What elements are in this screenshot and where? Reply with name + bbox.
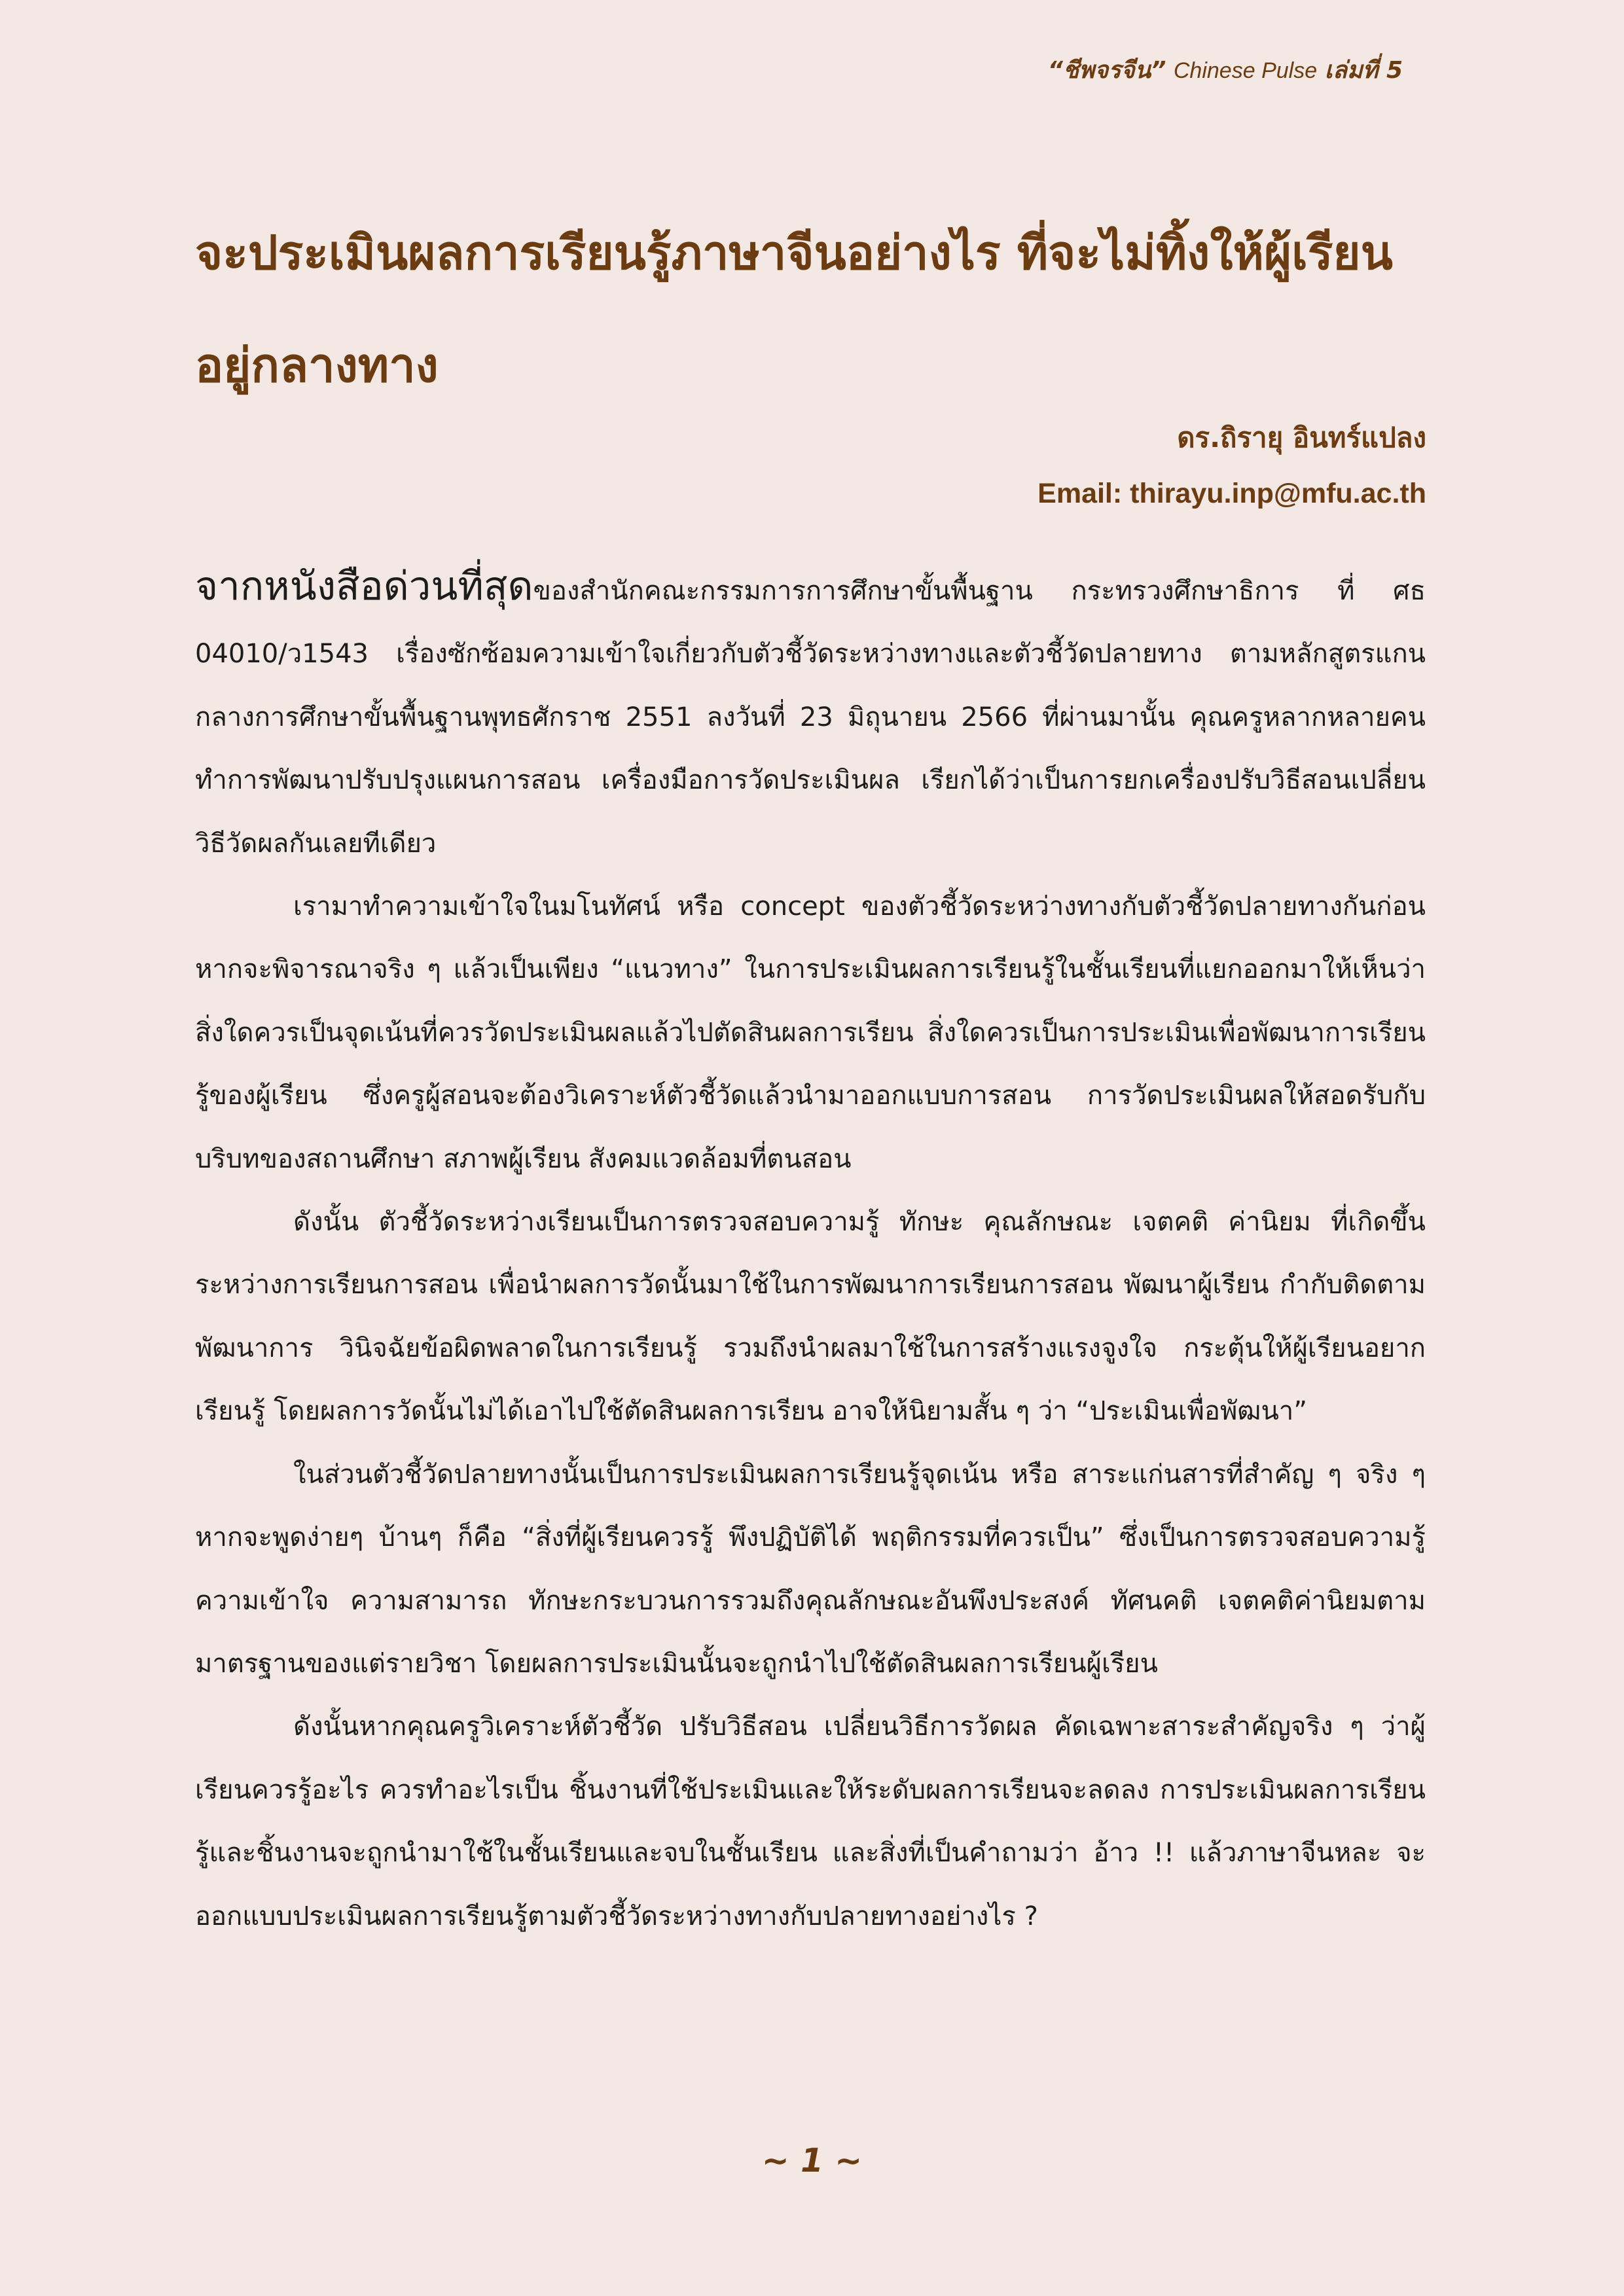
series-name-en: Chinese Pulse bbox=[1173, 58, 1318, 83]
author-email: Email: thirayu.inp@mfu.ac.th bbox=[1038, 478, 1426, 509]
paragraph-1-text: ของสำนักคณะกรรมการการศึกษาขั้นพื้นฐาน กระทรวงศึกษาธิการ ที่ ศธ 04010/ว1543 เรื่องซักซ้อมความเข้าใจเกี่ยวกับตัวชี้วัดระหว่างทางและตัวชี้วัดปลายทาง ตามหลักสูตรแกนกลางการศึกษาขั้นพื้นฐานพุทธศักราช 2551 ลงวันที่ 23 มิถุนายน 2566 ที่ผ่านมานั้น คุณครูหลากหลายคนทำการพัฒนาปรับปรุงแผนการสอน เครื่องมือการวัดประเมินผล เรียกได้ว่าเป็นการยกเครื่องปรับวิธีสอนเปลี่ยนวิธีวัดผลกันเลยทีเดียว bbox=[195, 576, 1426, 859]
lead-emphasis: จากหนังสือด่วนที่สุด bbox=[195, 564, 533, 609]
paragraph-1 bbox=[195, 555, 1426, 875]
author-name: ดร.ถิรายุ อินทร์แปลง bbox=[1177, 422, 1426, 454]
paragraph-3: ดังนั้น ตัวชี้วัดระหว่างเรียนเป็นการตรวจสอบความรู้ ทักษะ คุณลักษณะ เจตคติ ค่านิยม ที่เกิดขึ้นระหว่างการเรียนการสอน เพื่อนำผลการวัดนั้นมาใช้ในการพัฒนาการเรียนการสอน พัฒนาผู้เรียน กำกับติดตามพัฒนาการ วินิจฉัยข้อผิดพลาดในการเรียนรู้ รวมถึงนำผลมาใช้ในการสร้างแรงจูงใจ กระตุ้นให้ผู้เรียนอยากเรียนรู้ โดยผลการวัดนั้นไม่ได้เอาไปใช้ตัดสินผลการเรียน อาจให้นิยามสั้น ๆ ว่า “ประเมินเพื่อพัฒนา” bbox=[195, 1207, 1426, 1427]
series-name: “ชีพจรจีน” bbox=[1047, 57, 1166, 84]
article-body bbox=[195, 555, 1426, 1948]
paragraph-2: เรามาทำความเข้าใจในมโนทัศน์ หรือ concept ของตัวชี้วัดระหว่างทางกับตัวชี้วัดปลายทางกันก่อน หากจะพิจารณาจริง ๆ แล้วเป็นเพียง “แนวทาง” ในการประเมินผลการเรียนรู้ในชั้นเรียนที่แยกออกมาให้เห็นว่า สิ่งใดควรเป็นจุดเน้นที่ควรวัดประเมินผลแล้วไปตัดสินผลการเรียน สิ่งใดควรเป็นการประเมินเพื่อพัฒนาการเรียนรู้ของผู้เรียน ซึ่งครูผู้สอนจะต้องวิเคราะห์ตัวชี้วัดแล้วนำมาออกแบบการสอน การวัดประเมินผลให้สอดรับกับบริบทของสถานศึกษา สภาพผู้เรียน สังคมแวดล้อมที่ตนสอน bbox=[195, 891, 1426, 1174]
page-number: ~ 1 ~ bbox=[761, 2142, 863, 2179]
volume-label: เล่มที่ 5 bbox=[1324, 57, 1403, 84]
article-title: จะประเมินผลการเรียนรู้ภาษาจีนอย่างไร ที่จะไม่ทิ้งให้ผู้เรียนอยู่กลางทาง bbox=[195, 225, 1393, 393]
running-header bbox=[1048, 51, 1403, 88]
paragraph-4: ในส่วนตัวชี้วัดปลายทางนั้นเป็นการประเมินผลการเรียนรู้จุดเน้น หรือ สาระแก่นสารที่สำคัญ ๆ จริง ๆ หากจะพูดง่ายๆ บ้านๆ ก็คือ “สิ่งที่ผู้เรียนควรรู้ พึงปฏิบัติได้ พฤติกรรมที่ควรเป็น” ซึ่งเป็นการตรวจสอบความรู้ ความเข้าใจ ความสามารถ ทักษะกระบวนการรวมถึงคุณลักษณะอันพึงประสงค์ ทัศนคติ เจตคติค่านิยมตามมาตรฐานของแต่รายวิชา โดยผลการประเมินนั้นจะถูกนำไปใช้ตัดสินผลการเรียนผู้เรียน bbox=[195, 1459, 1426, 1679]
paragraph-5: ดังนั้นหากคุณครูวิเคราะห์ตัวชี้วัด ปรับวิธีสอน เปลี่ยนวิธีการวัดผล คัดเฉพาะสาระสำคัญจริง ๆ ว่าผู้เรียนควรรู้อะไร ควรทำอะไรเป็น ชิ้นงานที่ใช้ประเมินและให้ระดับผลการเรียนจะลดลง การประเมินผลการเรียนรู้และชิ้นงานจะถูกนำมาใช้ในชั้นเรียนและจบในชั้นเรียน และสิ่งที่เป็นคำถามว่า อ้าว !! แล้วภาษาจีนหละ จะออกแบบประเมินผลการเรียนรู้ตามตัวชี้วัดระหว่างทางกับปลายทางอย่างไร ? bbox=[195, 1712, 1426, 1931]
